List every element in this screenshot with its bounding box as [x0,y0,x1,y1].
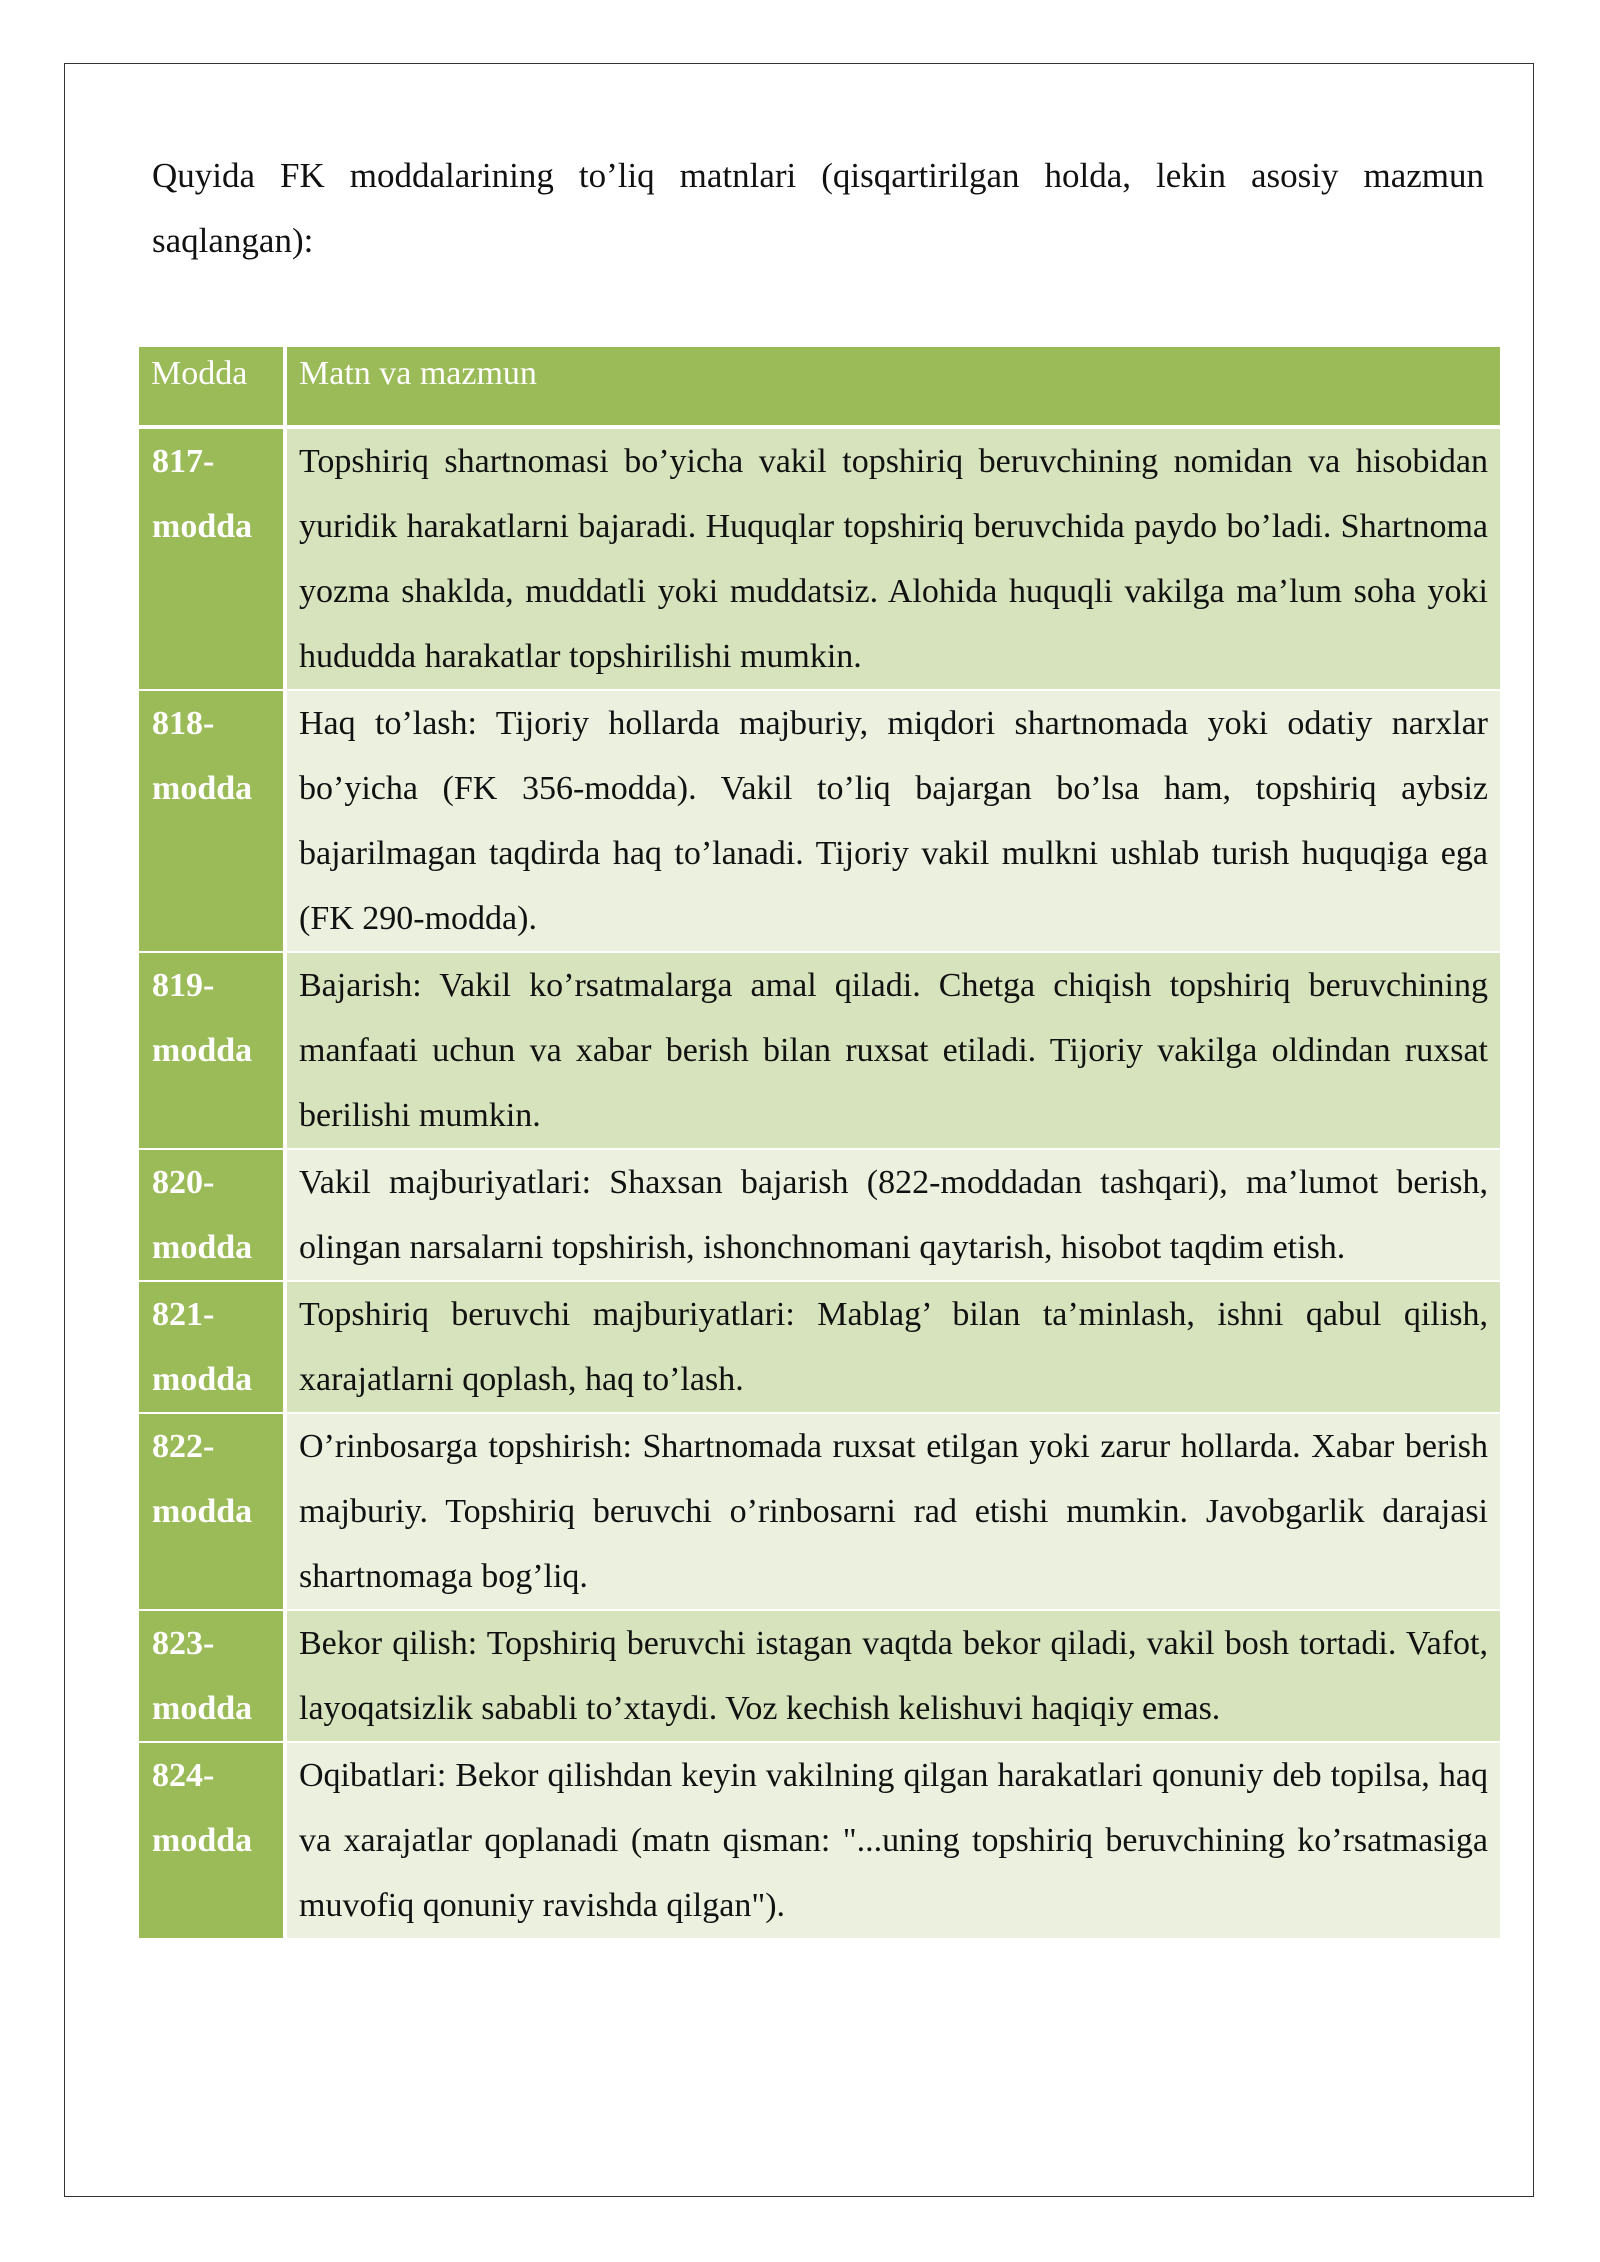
table-row [139,1282,1500,1414]
article-text: Haq to’lash: Tijoriy hollarda majburiy, miqdori shartnomada yoki odatiy narxlar bo’yicha (FK 356-modda). Vakil to’liq bajargan bo’lsa ham, topshiriq aybsiz bajarilmagan taqdirda haq to’lanadi. Tijoriy vakil mulkni ushlab turish huquqiga ega (FK 290-modda). [287,691,1500,953]
articles-table [139,347,1500,1940]
article-number: 821-modda [139,1282,287,1414]
article-text: Topshiriq beruvchi majburiyatlari: Mablag’ bilan ta’minlash, ishni qabul qilish, xarajatlarni qoplash, haq to’lash. [287,1282,1500,1414]
table-row [139,1150,1500,1282]
article-number: 822-modda [139,1414,287,1611]
article-text: Bekor qilish: Topshiriq beruvchi istagan vaqtda bekor qiladi, vakil bosh tortadi. Vafot, layoqatsizlik sababli to’xtaydi. Voz kechish kelishuvi haqiqiy emas. [287,1611,1500,1743]
table-row [139,691,1500,953]
table-row [139,1743,1500,1940]
article-text: O’rinbosarga topshirish: Shartnomada ruxsat etilgan yoki zarur hollarda. Xabar berish majburiy. Topshiriq beruvchi o’rinbosarni rad etishi mumkin. Javobgarlik darajasi shartnomaga bog’liq. [287,1414,1500,1611]
article-number: 820-modda [139,1150,287,1282]
article-number: 819-modda [139,953,287,1150]
table-row [139,1414,1500,1611]
article-number: 818-modda [139,691,287,953]
column-header-modda: Modda [139,347,287,429]
article-text: Topshiriq shartnomasi bo’yicha vakil topshiriq beruvchining nomidan va hisobidan yuridik harakatlarni bajaradi. Huquqlar topshiriq beruvchida paydo bo’ladi. Shartnoma yozma shaklda, muddatli yoki muddatsiz. Alohida huquqli vakilga ma’lum soha yoki hududda harakatlar topshirilishi mumkin. [287,429,1500,691]
article-number: 817-modda [139,429,287,691]
article-number: 823-modda [139,1611,287,1743]
column-header-text: Matn va mazmun [287,347,1500,429]
article-text: Bajarish: Vakil ko’rsatmalarga amal qiladi. Chetga chiqish topshiriq beruvchining manfaati uchun va xabar berish bilan ruxsat etiladi. Tijoriy vakilga oldindan ruxsat berilishi mumkin. [287,953,1500,1150]
article-text: Oqibatlari: Bekor qilishdan keyin vakilning qilgan harakatlari qonuniy deb topilsa, haq va xarajatlar qoplanadi (matn qisman: "...uning topshiriq beruvchining ko’rsatmasiga muvofiq qonuniy ravishda qilgan"). [287,1743,1500,1940]
intro-paragraph: Quyida FK moddalarining to’liq matnlari (qisqartirilgan holda, lekin asosiy mazmun saqlangan): [152,156,1484,260]
table-row [139,953,1500,1150]
table-header-row [139,347,1500,429]
table-row [139,1611,1500,1743]
table-row [139,429,1500,691]
article-text: Vakil majburiyatlari: Shaxsan bajarish (822-moddadan tashqari), ma’lumot berish, olingan narsalarni topshirish, ishonchnomani qaytarish, hisobot taqdim etish. [287,1150,1500,1282]
article-number: 824-modda [139,1743,287,1940]
